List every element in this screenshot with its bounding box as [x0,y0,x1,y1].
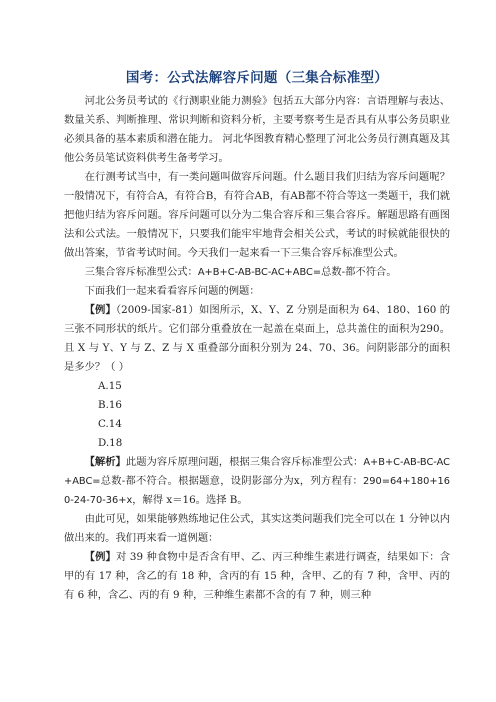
option-b: B.16 [98,399,122,411]
analysis-formula-1: A+B+C-AB-BC-AC+ABC= [64,457,451,487]
analysis-paragraph [64,453,450,510]
option-c: C.14 [98,418,122,430]
example-1-text: （2009-国家-81）如图所示，X、Y、Z 分别是面积为 64、180、160 的三张不同形状的纸片。它们部分重叠放在一起盖在桌面上，总共盖住的面积为290。且 X 与 Y、Y 与 Z、Z 与 X 重叠部分面积分别为 24、70、36。问阴影部分的面积是多少？（ ） [64,304,450,373]
formula-prefix: 三集合容斥标准型公式： [84,266,198,278]
formula-paragraph [64,263,450,282]
example-2-text: 对 39 种食物中是否含有甲、乙、丙三种维生素进行调查，结果如下：含甲的有 17 种，含乙的有 18 种，含丙的有 15 种，含甲、乙的有 7 种，含甲、丙的有 6 种，含乙、丙的有 9 种，三种维生素都不含的有 7 种，则三种 [64,551,450,601]
option-d: D.18 [98,437,123,449]
formula-suffix: 总数-都不符合。 [321,266,397,278]
example-2-label: 【例】 [84,551,117,563]
analysis-formula-2: 290=64+180+160-24-70-36+x [64,476,450,506]
intro-paragraph: 河北公务员考试的《行测职业能力测验》包括五大部分内容：言语理解与表达、数量关系、判断推理、常识判断和资料分析，主要考察考生是否具有从事公务员职业必须具备的基本素质和潜在能力。 河北华图教育精心整理了河北公务员行测真题及其他公务员笔试资料供考生备考学习。 [64,95,450,164]
analysis-text-1: 此题为容斥原理问题，根据三集合容斥标准型公式： [125,456,364,468]
example-2 [64,548,450,605]
option-a: A.15 [98,380,122,392]
topic-paragraph: 在行测考试当中，有一类问题叫做容斥问题。什么题目我们归结为容斥问题呢？一般情况下，有符合A，有符合B，有符合AB，有AB都不符合等这一类题干，我们就把他归结为容斥问题。容斥问题可以分为二集合容斥和三集合容斥。解题思路有画图法和公式法。一般情况下，只要我们能牢牢地背会相关公式，考试的时候就能很快的做出答案，节省考试时间。今天我们一起来看一下三集合容斥标准型公式。 [64,171,450,259]
analysis-text-2: 总数-都不符合。根据题意，设阴影部分为x，列方程有： [100,475,364,487]
examples-intro: 下面我们一起来看看容斥问题的例题： [84,285,260,297]
analysis-text-3: ，解得 x＝16。选择 B。 [132,494,248,506]
page-title: 国考：公式法解容斥问题（三集合标准型） [125,70,389,86]
conclusion-paragraph: 由此可见，如果能够熟练地记住公式，其实这类问题我们完全可以在 1 分钟以内做出来的。我们再来看一道例题： [64,513,450,544]
formula-text: A+B+C-AB-BC-AC+ABC= [197,267,322,278]
example-1 [64,301,450,377]
analysis-label: 【解析】 [84,456,126,468]
example-1-label: 【例】 [84,304,116,316]
